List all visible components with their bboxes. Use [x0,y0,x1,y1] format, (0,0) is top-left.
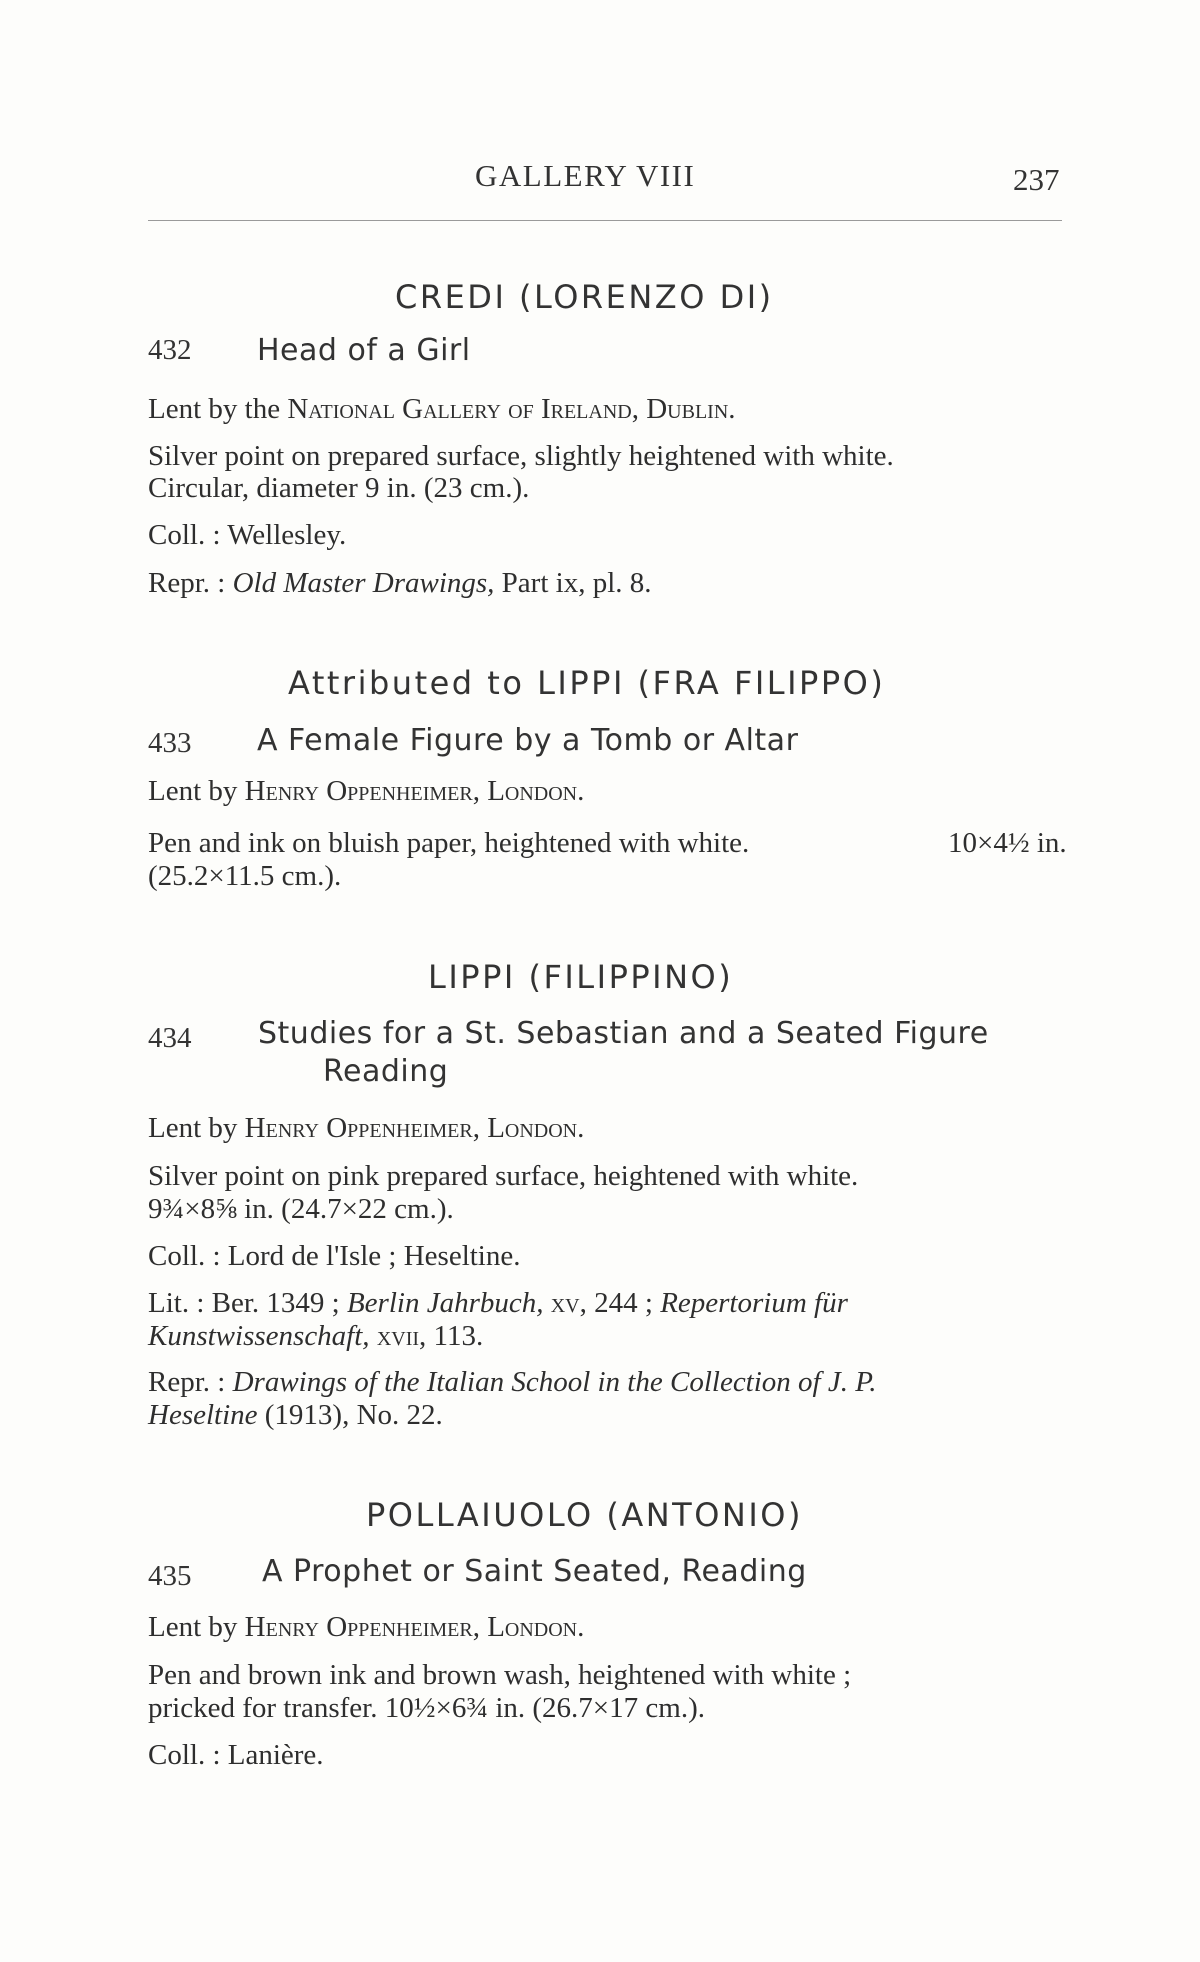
lent-prefix: Lent by [148,775,238,807]
medium-line: (25.2×11.5 cm.). [148,860,342,892]
reproduction-line [148,1366,876,1399]
repr-prefix: Repr. : [148,567,226,599]
repr-title: Heseltine [148,1399,258,1431]
artist-heading: Attributed to LIPPI (FRA FILIPPO) [288,664,886,702]
repr-rest: Part ix, pl. 8. [501,567,652,599]
lit-journal: Kunstwissenschaft, [148,1320,370,1352]
literature-line [148,1287,848,1320]
lent-by-line [148,393,736,426]
repr-title: Drawings of the Italian School in the Collection of J. P. [232,1366,877,1398]
lit-repertorium: Repertorium für [660,1287,848,1319]
entry-title: Studies for a St. Sebastian and a Seated Figure [258,1016,989,1051]
lit-journal: Berlin Jahrbuch, [346,1287,544,1319]
lent-by-line [148,1611,584,1644]
lent-by-line [148,1112,584,1145]
lender: Henry Oppenheimer, London. [244,775,585,807]
dimensions: 10×4½ in. [948,827,1067,859]
entry-number: 435 [148,1560,192,1592]
medium-line: 9¾×8⅝ in. (24.7×22 cm.). [148,1193,454,1225]
lit-prefix: Lit. : Ber. 1349 ; [148,1287,340,1319]
reproduction-line [148,1399,443,1432]
entry-title: Head of a Girl [257,333,471,368]
medium-line: Silver point on pink prepared surface, heightened with white. [148,1160,859,1192]
entry-number: 433 [148,727,192,759]
literature-line [148,1320,483,1353]
medium-line: Circular, diameter 9 in. (23 cm.). [148,472,530,504]
artist-heading: CREDI (LORENZO DI) [395,278,774,316]
medium-line: Pen and brown ink and brown wash, heightened with white ; [148,1659,852,1691]
entry-title: A Female Figure by a Tomb or Altar [257,723,799,758]
page-number: 237 [1013,162,1060,197]
lit-volume: xvii, 113. [376,1320,484,1352]
entry-title: A Prophet or Saint Seated, Reading [262,1554,807,1589]
running-head: GALLERY VIII [475,158,696,193]
lent-prefix: Lent by [148,1112,238,1144]
artist-heading: LIPPI (FILIPPINO) [428,958,734,996]
lent-by-line [148,775,584,808]
collection-line: Coll. : Wellesley. [148,519,347,551]
repr-rest: (1913), No. 22. [264,1399,443,1431]
repr-title: Old Master Drawings, [232,567,495,599]
header-rule [148,220,1062,221]
repr-prefix: Repr. : [148,1366,226,1398]
medium-line: Pen and ink on bluish paper, heightened with white. [148,827,750,859]
lent-prefix: Lent by the [148,393,281,425]
lit-volume: xv, 244 ; [550,1287,653,1319]
entry-number: 434 [148,1022,192,1054]
lender: National Gallery of Ireland, Dublin. [287,393,736,425]
lender: Henry Oppenheimer, London. [244,1611,585,1643]
entry-number: 432 [148,334,192,366]
lent-prefix: Lent by [148,1611,238,1643]
medium-line: pricked for transfer. 10½×6¾ in. (26.7×17 cm.). [148,1692,705,1724]
entry-title-continued: Reading [323,1054,449,1089]
artist-heading: POLLAIUOLO (ANTONIO) [366,1496,803,1534]
reproduction-line [148,567,652,600]
lender: Henry Oppenheimer, London. [244,1112,585,1144]
medium-line: Silver point on prepared surface, slightly heightened with white. [148,440,894,472]
collection-line: Coll. : Lanière. [148,1739,324,1771]
collection-line: Coll. : Lord de l'Isle ; Heseltine. [148,1240,521,1272]
